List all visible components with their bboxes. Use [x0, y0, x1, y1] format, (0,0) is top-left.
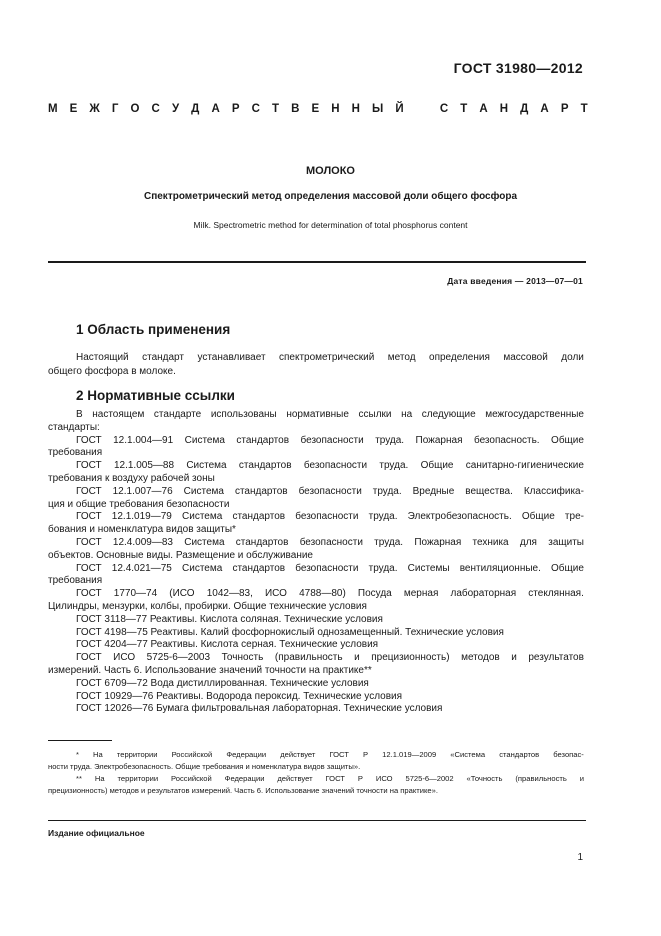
banner-letter: Т	[580, 103, 588, 115]
banner-letter: Т	[460, 103, 468, 115]
normative-references-list	[48, 409, 584, 716]
footer-divider	[48, 820, 586, 821]
footnote-line: ** На территории Российской Федерации действует ГОСТ Р ИСО 5725-6—2002 «Точность (правильность и	[76, 774, 584, 783]
banner-letter: Н	[351, 103, 360, 115]
section-1-heading: 1 Область применения	[76, 322, 231, 337]
reference-line: бования и номенклатура видов защиты*	[48, 524, 236, 536]
footnote-line: * На территории Российской Федерации действует ГОСТ Р 12.1.019—2009 «Система стандартов безопас-	[76, 750, 584, 759]
title-divider	[48, 261, 586, 263]
section-2-heading: 2 Нормативные ссылки	[76, 388, 235, 403]
reference-line: ГОСТ 12.4.009—83 Система стандартов безопасности труда. Пожарная техника для защиты	[76, 536, 584, 548]
footnote-line: ности труда. Электробезопасность. Общие требования и номенклатура видов защиты».	[48, 762, 361, 771]
reference-line: ГОСТ 12.1.004—91 Система стандартов безопасности труда. Пожарная безопасность. Общие	[76, 434, 584, 446]
banner-letter: С	[251, 103, 260, 115]
banner-letter: В	[291, 103, 300, 115]
banner-letter: Н	[331, 103, 340, 115]
reference-line: ГОСТ 12026—76 Бумага фильтровальная лабораторная. Технические условия	[76, 703, 443, 715]
reference-line: ГОСТ 10929—76 Реактивы. Водорода пероксид. Технические условия	[76, 690, 403, 702]
banner-letter: Н	[499, 103, 509, 115]
reference-line: ГОСТ 6709—72 Вода дистиллированная. Технические условия	[76, 677, 369, 689]
reference-line: стандарты:	[48, 421, 100, 433]
section-1-line: общего фосфора в молоке.	[48, 365, 176, 377]
introduction-date: Дата введения — 2013—07—01	[447, 276, 583, 286]
reference-line: ГОСТ 12.1.007—76 Система стандартов безопасности труда. Вредные вещества. Классифика-	[76, 485, 584, 497]
reference-line: ГОСТ 3118—77 Реактивы. Кислота соляная. Технические условия	[76, 613, 383, 625]
reference-line: ГОСТ 12.4.021—75 Система стандартов безопасности труда. Системы вентиляционные. Общие	[76, 562, 584, 574]
reference-line: ГОСТ 4198—75 Реактивы. Калий фосфорнокислый однозамещенный. Технические условия	[76, 626, 504, 638]
section-1-body	[48, 351, 584, 378]
reference-line: Цилиндры, мензурки, колбы, пробирки. Общие технические условия	[48, 600, 367, 612]
banner-letter: С	[439, 103, 449, 115]
reference-line: ГОСТ ИСО 5725-6—2003 Точность (правильность и прецизионность) методов и результатов	[76, 652, 584, 664]
reference-line: ГОСТ 4204—77 Реактивы. Кислота серная. Технические условия	[76, 639, 379, 651]
reference-line: требования	[48, 575, 103, 587]
interstate-standard-banner	[48, 103, 588, 115]
banner-letter: Р	[560, 103, 569, 115]
banner-letter: Ы	[372, 103, 384, 115]
document-title: МОЛОКО	[306, 165, 355, 177]
reference-line: ГОСТ 12.1.005—88 Система стандартов безопасности труда. Общие санитарно-гигиенические	[76, 460, 584, 472]
english-title: Milk. Spectrometric method for determination of total phosphorus content	[193, 220, 468, 230]
reference-line: объектов. Основные виды. Размещение и обслуживание	[48, 549, 313, 561]
banner-letter: Д	[520, 103, 529, 115]
banner-letter: Д	[191, 103, 200, 115]
banner-letter: О	[130, 103, 140, 115]
footnote-divider	[48, 740, 112, 741]
banner-letter: Т	[271, 103, 280, 115]
banner-letter: М	[48, 103, 58, 115]
banner-letter: Г	[111, 103, 119, 115]
banner-letter: А	[211, 103, 220, 115]
reference-line: В настоящем стандарте использованы нормативные ссылки на следующие межгосударственные	[76, 409, 584, 420]
banner-letter: У	[171, 103, 180, 115]
reference-line: ция и общие требования безопасности	[48, 498, 230, 510]
reference-line: требования к воздуху рабочей зоны	[48, 472, 215, 484]
reference-line: ГОСТ 1770—74 (ИСО 1042—83, ИСО 4788—80) Посуда мерная лабораторная стеклянная.	[76, 588, 584, 600]
banner-letter: Е	[69, 103, 78, 115]
footnotes	[48, 749, 584, 797]
reference-line: ГОСТ 12.1.019—79 Система стандартов безопасности труда. Электробезопасность. Общие тре-	[76, 511, 584, 523]
banner-letter: С	[151, 103, 160, 115]
banner-letter: Е	[311, 103, 320, 115]
reference-line: измерений. Часть 6. Использование значений точности на практике**	[48, 664, 372, 676]
banner-letter: А	[479, 103, 488, 115]
page-number: 1	[577, 852, 583, 863]
document-subtitle: Спектрометрический метод определения массовой доли общего фосфора	[143, 191, 518, 202]
banner-letter: Й	[395, 103, 404, 115]
banner-letter: Р	[231, 103, 240, 115]
section-1-line: Настоящий стандарт устанавливает спектрометрический метод определения массовой доли	[76, 352, 584, 363]
footnote-line: прецизионность) методов и результатов измерений. Часть 6. Использование значений точности на практике».	[48, 786, 438, 795]
reference-line: требования	[48, 447, 103, 459]
banner-letter: А	[540, 103, 549, 115]
official-edition-label: Издание официальное	[48, 828, 145, 838]
standard-number: ГОСТ 31980—2012	[453, 60, 583, 76]
banner-letter: Ж	[89, 103, 100, 115]
